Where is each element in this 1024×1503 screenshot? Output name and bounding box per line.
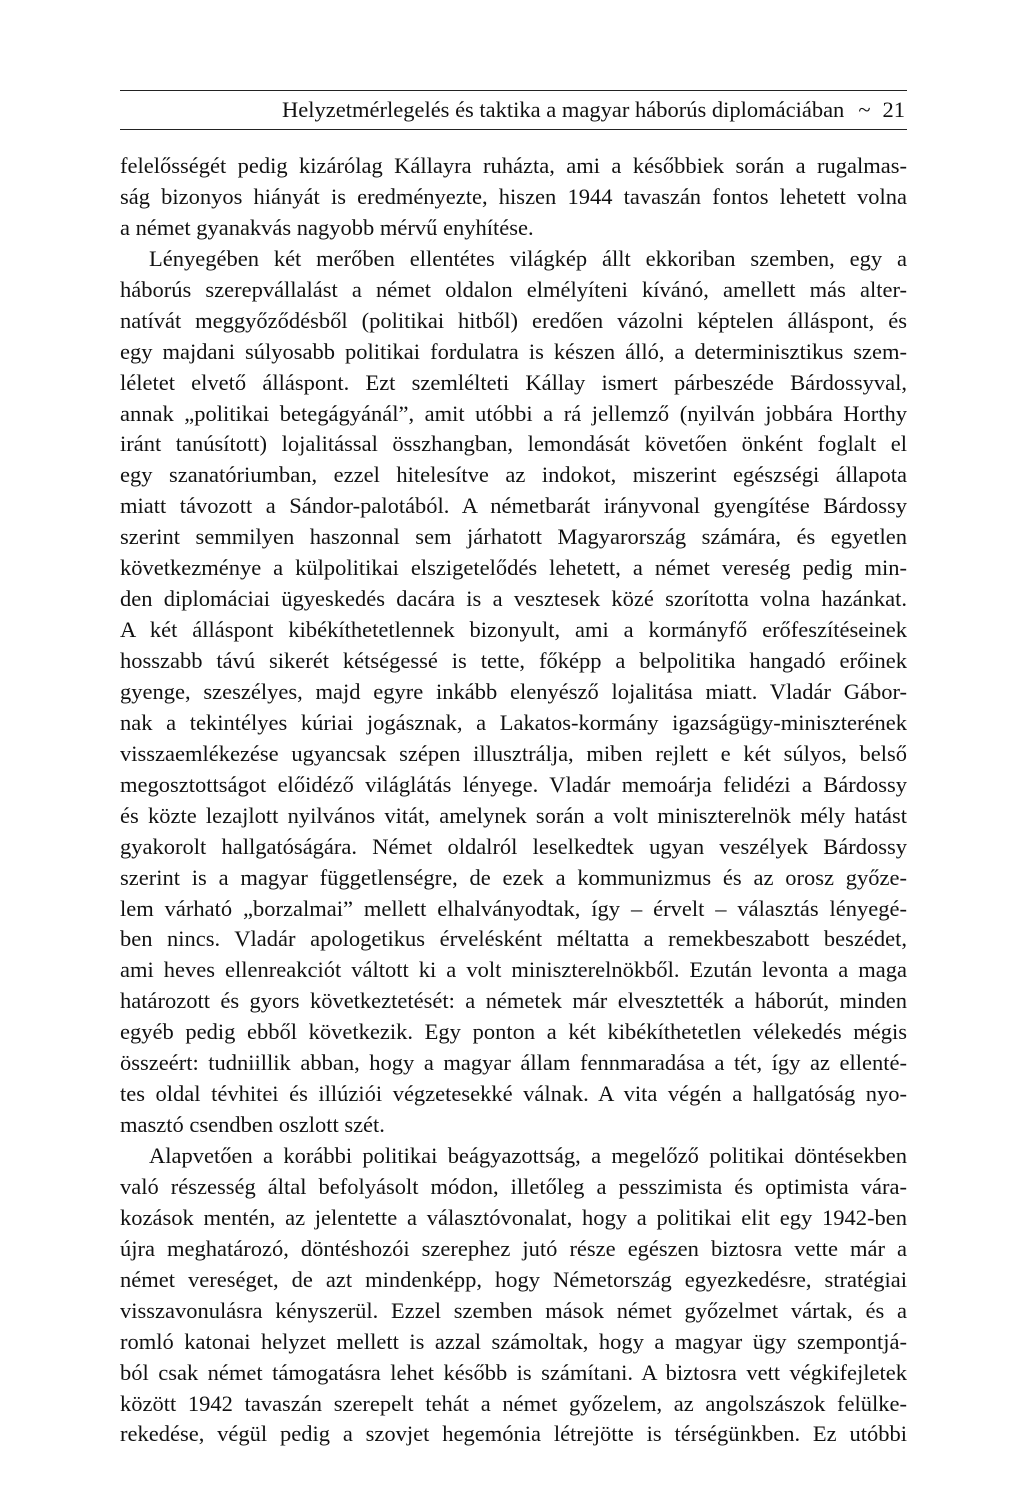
text-line: német vereséget, de azt mindenképp, hogy Németország egyezkedésre, stratégiai — [120, 1266, 907, 1292]
running-header-separator: ~ — [858, 97, 871, 122]
text-line: natívát meggyőződésből (politikai hitből) eredően vázolni képtelen álláspont, és — [120, 307, 907, 333]
text-line: léletet elvető álláspont. Ezt szemlélteti Kállay ismert párbeszéde Bárdossyval, — [120, 369, 907, 395]
text-line: felelősségét pedig kizárólag Kállayra ruházta, ami a későbbiek során a rugalmas- — [120, 153, 907, 178]
text-line: és közte lezajlott nyilvános vitát, amelynek során a volt miniszterelnök mély hatást — [120, 802, 907, 828]
text-line: ami heves ellenreakciót váltott ki a volt miniszterelnökből. Ezután levonta a maga — [120, 957, 907, 983]
text-line: összeért: tudniillik abban, hogy a magyar állam fennmaradása a tét, így az ellenté- — [120, 1050, 907, 1076]
text-line: szerint semmilyen haszonnal sem járhatott Magyarország számára, és egyetlen — [120, 524, 907, 550]
text-line: annak „politikai betegágyánál”, amit utóbbi a rá jellemző (nyilván jobbára Horthy — [120, 400, 907, 426]
text-line: való részesség által befolyásolt módon, illetőleg a pesszimista és optimista vára- — [120, 1173, 907, 1199]
text-line: romló katonai helyzet mellett is azzal számoltak, hogy a magyar ügy szempontjá- — [120, 1328, 907, 1354]
text-line: A két álláspont kibékíthetetlennek bizonyult, ami a kormányfő erőfeszítéseinek — [120, 617, 907, 643]
text-line: egy szanatóriumban, ezzel hitelesítve az indokot, miszerint egészségi állapota — [120, 462, 907, 488]
text-line: ból csak német támogatásra lehet később is számítani. A biztosra vett végkifejletek — [120, 1359, 907, 1385]
text-line: egyéb pedig ebből következik. Egy ponton a két kibékíthetetlen vélekedés mégis — [120, 1019, 907, 1045]
text-line: szerint is a magyar függetlenségre, de ezek a kommunizmus és az orosz győze- — [120, 864, 907, 890]
text-line: den diplomáciai ügyeskedés dacára is a vesztesek közé szorította volna hazánkat. — [120, 586, 907, 612]
text-line: visszaemlékezése ugyancsak szépen illusztrálja, miben rejlett e két súlyos, belső — [120, 740, 907, 766]
running-header-title: Helyzetmérlegelés és taktika a magyar háborús diplomáciában — [282, 97, 845, 122]
text-line: újra meghatározó, döntéshozói szerephez jutó része egészen biztosra vette már a — [120, 1235, 907, 1261]
text-line: visszavonulásra kényszerül. Ezzel szemben mások német győzelmet vártak, és a — [120, 1297, 907, 1323]
text-line: háborús szerepvállalást a német oldalon elmélyíteni kívánó, amellett más alter- — [120, 276, 907, 302]
text-line: ben nincs. Vladár apologetikus érvelésként méltatta a remekbeszabott beszédet, — [120, 926, 907, 952]
running-header — [120, 90, 907, 130]
text-line: ság bizonyos hiányát is eredményezte, hiszen 1944 tavaszán fontos lehetett volna — [120, 183, 907, 209]
text-line: egy majdani súlyosabb politikai fordulatra is készen álló, a determinisztikus szem- — [120, 338, 907, 364]
text-line: rekedése, végül pedig a szovjet hegemónia létrejötte is térségünkben. Ez utóbbi — [120, 1421, 907, 1447]
text-line: kozások mentén, az jelentette a választóvonalat, hogy a politikai elit egy 1942-ben — [120, 1204, 907, 1230]
text-line: lem várható „borzalmai” mellett elhalványodtak, így – érvelt – választás lényegé- — [120, 895, 907, 921]
text-line: Alapvetően a korábbi politikai beágyazottság, a megelőző politikai döntésekben — [149, 1143, 907, 1168]
text-line: megosztottságot előidéző világlátás lényege. Vladár memoárja felidézi a Bárdossy — [120, 771, 907, 797]
text-line: tes oldal tévhitei és illúziói végzetesekké válnak. A vita végén a hallgatóság nyo- — [120, 1081, 907, 1107]
text-line: iránt tanúsított) lojalitással összhangban, lemondását követően önként foglalt el — [120, 431, 907, 457]
text-line: gyakorolt hallgatóságára. Német oldalról leselkedtek ugyan veszélyek Bárdossy — [120, 833, 907, 859]
page-number: 21 — [882, 97, 905, 122]
text-line: között 1942 tavaszán szerepelt tehát a német győzelem, az angolszászok felülke- — [120, 1390, 907, 1416]
text-line: határozott és gyors következtetését: a németek már elvesztették a háborút, minden — [120, 988, 907, 1014]
text-line: masztó csendben oszlott szét. — [120, 1112, 385, 1138]
text-line: a német gyanakvás nagyobb mérvű enyhítése. — [120, 214, 534, 240]
text-line: nak a tekintélyes kúriai jogásznak, a Lakatos-kormány igazságügy-miniszterének — [120, 709, 907, 735]
text-line: Lényegében két merőben ellentétes világkép állt ekkoriban szemben, egy a — [149, 245, 907, 271]
text-line: következménye a külpolitikai elszigetelődés lehetett, a német vereség pedig min- — [120, 555, 907, 581]
text-line: gyenge, szeszélyes, majd egyre inkább elenyésző lojalitása miatt. Vladár Gábor- — [120, 678, 907, 704]
text-line: hosszabb távú sikerét kétségessé is tette, főképp a belpolitika hangadó erőinek — [120, 648, 907, 673]
body-text — [120, 151, 907, 1450]
text-line: miatt távozott a Sándor-palotából. A németbarát irányvonal gyengítése Bárdossy — [120, 493, 907, 519]
